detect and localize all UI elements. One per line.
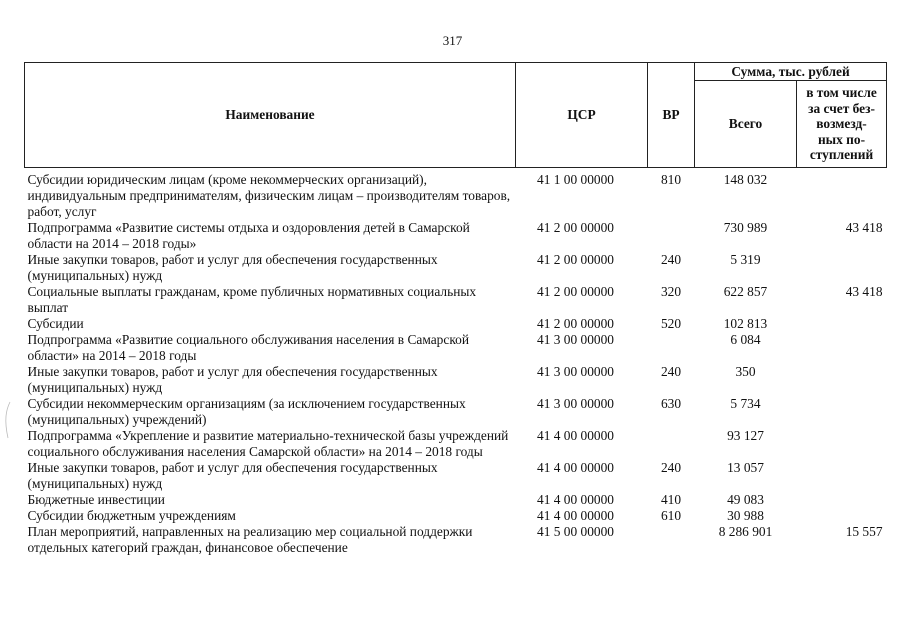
header-free-line: в том числе [806, 85, 877, 101]
row-name: Иные закупки товаров, работ и услуг для обеспечения государственных (муниципальных) нужд [27, 252, 438, 283]
row-name: Бюджетные инвестиции [27, 492, 165, 507]
row-free [797, 508, 887, 524]
row-csr: 41 2 00 00000 [537, 284, 614, 299]
header-free-line: ступлений [809, 147, 874, 163]
header-free-line: ных по- [817, 131, 866, 147]
row-vr [648, 332, 695, 364]
header-vr: ВР [648, 63, 695, 168]
row-vr [648, 220, 695, 252]
row-free [797, 168, 887, 221]
row-total: 148 032 [723, 172, 768, 187]
row-name: Субсидии некоммерческим организациям (за исключением государственных (муниципальных) учреждений) [27, 396, 466, 427]
table-row [25, 332, 887, 364]
row-total: 93 127 [727, 428, 764, 443]
row-csr: 41 4 00 00000 [537, 460, 614, 475]
row-free [797, 252, 887, 284]
row-free: 43 418 [845, 220, 883, 235]
row-vr: 810 [660, 172, 682, 187]
row-total: 622 857 [723, 284, 768, 299]
row-total: 5 734 [730, 396, 761, 411]
table-row [25, 460, 887, 492]
row-total: 13 057 [727, 460, 764, 475]
row-vr [648, 524, 695, 556]
row-name: Субсидии [27, 316, 84, 331]
scan-artifact-mark [2, 400, 12, 440]
header-sum-group: Сумма, тыс. рублей [695, 63, 887, 81]
row-vr: 630 [660, 396, 682, 411]
row-csr: 41 2 00 00000 [537, 220, 614, 235]
row-csr: 41 3 00 00000 [537, 332, 614, 347]
page-number: 317 [442, 33, 463, 48]
row-total: 5 319 [730, 252, 761, 267]
header-free-receipts [797, 81, 887, 168]
row-name: Субсидии юридическим лицам (кроме некоммерческих организаций), индивидуальным предпринимателям, физическим лицам – производителям товаров, работ, услуг [27, 172, 511, 219]
row-name: Иные закупки товаров, работ и услуг для обеспечения государственных (муниципальных) нужд [27, 460, 438, 491]
table-row [25, 396, 887, 428]
row-csr: 41 4 00 00000 [537, 428, 614, 443]
table-row [25, 428, 887, 460]
row-free [797, 316, 887, 332]
row-csr: 41 4 00 00000 [537, 508, 614, 523]
row-total: 6 084 [730, 332, 761, 347]
row-total: 730 989 [723, 220, 768, 235]
row-name: Подпрограмма «Укрепление и развитие материально-технической базы учреждений социального обслуживания населения Самарской области» на 2014 – 2018 годы [27, 428, 509, 459]
row-vr: 520 [660, 316, 682, 331]
row-free [797, 492, 887, 508]
row-name: Социальные выплаты гражданам, кроме публичных нормативных социальных выплат [27, 284, 477, 315]
row-csr: 41 3 00 00000 [537, 364, 614, 379]
budget-table [24, 62, 887, 556]
row-name: Подпрограмма «Развитие системы отдыха и оздоровления детей в Самарской области на 2014 – 2018 годы» [27, 220, 470, 251]
row-csr: 41 2 00 00000 [537, 252, 614, 267]
row-vr: 410 [660, 492, 682, 507]
row-free [797, 396, 887, 428]
table-row [25, 252, 887, 284]
row-total: 350 [735, 364, 756, 379]
row-vr: 240 [660, 364, 682, 379]
row-vr: 610 [660, 508, 682, 523]
row-free [797, 428, 887, 460]
row-vr: 320 [660, 284, 682, 299]
row-free: 15 557 [845, 524, 883, 539]
row-free: 43 418 [845, 284, 883, 299]
header-csr: ЦСР [516, 63, 648, 168]
row-total: 102 813 [723, 316, 768, 331]
header-free-line: за счет без- [808, 100, 875, 116]
table-row [25, 168, 887, 221]
row-total: 30 988 [727, 508, 764, 523]
table-row [25, 220, 887, 252]
table-row [25, 492, 887, 508]
row-vr [648, 428, 695, 460]
table-row [25, 316, 887, 332]
row-csr: 41 1 00 00000 [537, 172, 614, 187]
row-csr: 41 4 00 00000 [537, 492, 614, 507]
row-free [797, 460, 887, 492]
row-csr: 41 2 00 00000 [537, 316, 614, 331]
header-name: Наименование [25, 63, 516, 168]
row-free [797, 332, 887, 364]
row-total: 8 286 901 [718, 524, 773, 539]
row-csr: 41 5 00 00000 [537, 524, 614, 539]
row-vr: 240 [660, 460, 682, 475]
row-name: Иные закупки товаров, работ и услуг для обеспечения государственных (муниципальных) нужд [27, 364, 438, 395]
row-free [797, 364, 887, 396]
table-row [25, 508, 887, 524]
row-name: Подпрограмма «Развитие социального обслуживания населения в Самарской области» на 2014 – 2018 годы [27, 332, 470, 363]
table-row [25, 524, 887, 556]
row-name: План мероприятий, направленных на реализацию мер социальной поддержки отдельных категорий граждан, финансовое обеспечение [27, 524, 473, 555]
row-csr: 41 3 00 00000 [537, 396, 614, 411]
header-free-line: возмезд- [816, 116, 867, 132]
row-vr: 240 [660, 252, 682, 267]
table-body [25, 168, 887, 557]
table-row [25, 364, 887, 396]
row-total: 49 083 [727, 492, 764, 507]
row-name: Субсидии бюджетным учреждениям [27, 508, 236, 523]
table-row [25, 284, 887, 316]
table-header [25, 63, 887, 168]
header-total: Всего [695, 81, 797, 168]
